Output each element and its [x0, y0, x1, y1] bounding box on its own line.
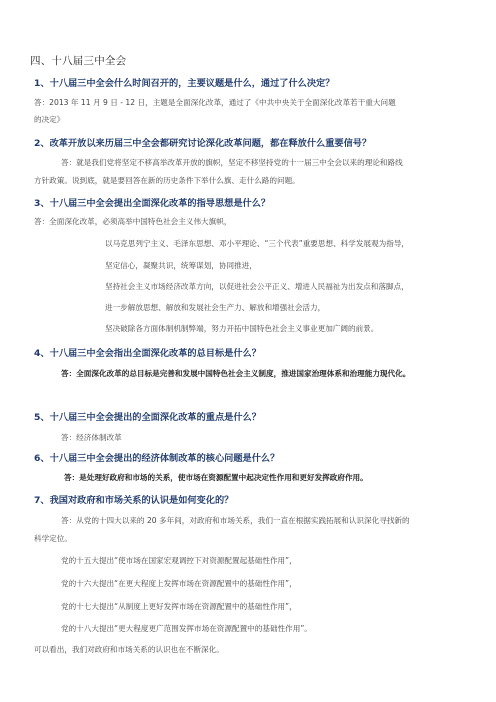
answer-7-line-4: 党的十六大提出“在更大程度上发挥市场在资源配置中的基础性作用”，: [61, 579, 297, 588]
answer-3-line-3: 坚定信心，凝聚共识，统筹谋划，协同推进，: [105, 261, 257, 270]
answer-4-line-1: 答：全面深化改革的总目标是完善和发展中国特色社会主义制度，推进国家治理体系和治理能力现代化。: [61, 369, 411, 378]
question-1: 1、十八届三中全会什么时间召开的，主要议题是什么，通过了什么决定？: [34, 78, 335, 89]
question-3: 3、十八届三中全会提出全面深化改革的指导思想是什么？: [34, 198, 271, 209]
answer-1-line-1: 答：2013 年 11 月 9 日 - 12 日，主题是全面深化改革，通过了《中共中央关于全面深化改革若干重大问题: [34, 98, 396, 107]
answer-3-line-2: 以马克思列宁主义、毛泽东思想、邓小平理论、“三个代表”重要思想、科学发展观为指导，: [105, 239, 410, 248]
question-6: 6、十八届三中全会提出的经济体制改革的核心问题是什么？: [34, 453, 280, 464]
answer-5-line-1: 答：经济体制改革: [61, 433, 122, 442]
answer-3-line-6: 坚决破除各方面体制机制弊端，努力开拓中国特色社会主义事业更加广阔的前景。: [105, 324, 379, 333]
answer-7-line-7: 可以看出，我们对政府和市场关系的认识也在不断深化。: [34, 645, 224, 654]
answer-7-line-5: 党的十七大提出“从制度上更好发挥市场在资源配置中的基础性作用”，: [61, 602, 297, 611]
answer-3-line-1: 答：全面深化改革，必须高举中国特色社会主义伟大旗帜，: [34, 217, 232, 226]
answer-3-line-5: 进一步解放思想、解放和发展社会生产力、解放和增强社会活力，: [105, 303, 326, 312]
answer-7-line-1: 答：从党的十四大以来的 20 多年间，对政府和市场关系，我们一直在根据实践拓展和认识深化寻找新的: [61, 516, 410, 525]
section-title: 四、十八届三中全会: [30, 55, 127, 67]
answer-2-line-2: 方针政策。说到底，就是要回答在新的历史条件下举什么旗、走什么路的问题。: [34, 176, 300, 185]
question-5: 5、十八届三中全会提出的全面深化改革的重点是什么？: [34, 412, 261, 423]
answer-7-line-2: 科学定位。: [34, 534, 72, 543]
answer-7-line-6: 党的十八大提出“更大程度更广范围发挥市场在资源配置中的基础性作用”。: [61, 624, 312, 633]
question-2: 2、改革开放以来历届三中全会都研究讨论深化改革问题，都在释放什么重要信号？: [34, 138, 372, 149]
answer-7-line-3: 党的十五大提出“使市场在国家宏观调控下对资源配置起基础性作用”，: [61, 556, 297, 565]
question-4: 4、十八届三中全会指出全面深化改革的总目标是什么？: [34, 348, 261, 359]
question-7: 7、我国对政府和市场关系的认识是如何变化的？: [34, 495, 234, 506]
answer-3-line-4: 坚持社会主义市场经济改革方向，以促进社会公平正义、增进人民福祉为出发点和落脚点，: [105, 282, 409, 291]
answer-6-line-1: 答：是处理好政府和市场的关系，使市场在资源配置中起决定性作用和更好发挥政府作用。: [64, 473, 368, 482]
answer-2-line-1: 答：就是我们党将坚定不移高举改革开放的旗帜，坚定不移坚持党的十一届三中全会以来的理论和路线: [61, 158, 403, 167]
answer-1-line-2: 的决定》: [34, 115, 65, 124]
